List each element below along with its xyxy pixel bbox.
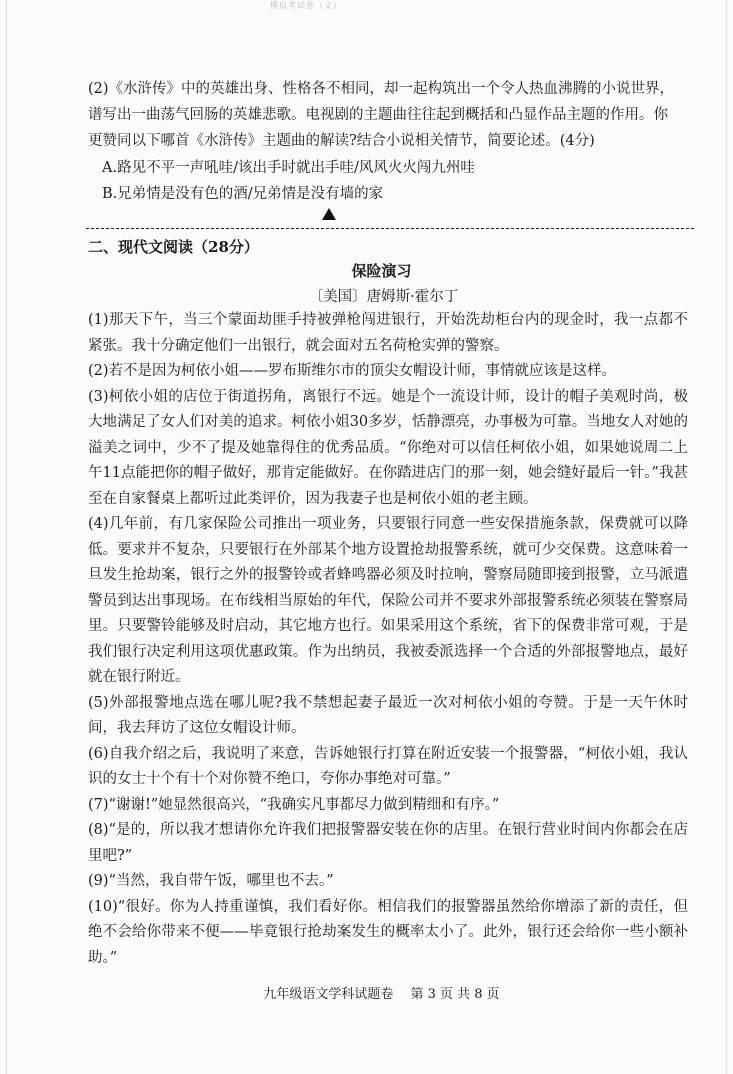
paragraph: (4)几年前，有几家保险公司推出一项业务，只要银行同意一些安保措施条款，保费就可以降低。要求并不复杂，只要银行在外部某个地方设置抢劫报警系统，就可少交保费。这意味着一旦发生抢劫案，银行之外的报警铃或者蜂鸣器必须及时拉响，警察局随即接到报警，立马派遣警员到达出事现场。在布线相当原始的年代，保险公司并不要求外部报警系统必须装在警察局里。只要警铃能够及时启动，其它地方也行。如果采用这个系统，省下的保费非常可观，于是我们银行决定利用这项优惠政策。作为出纳员，我被委派选择一个合适的外部报警地点，最好就在银行附近。 [88,516,688,685]
paragraph: (5)外部报警地点选在哪儿呢?我不禁想起妻子最近一次对柯依小姐的夸赞。于是一天午休时间，我去拜访了这位女帽设计师。 [88,694,688,736]
paragraph: (9)“当然，我自带午饭，哪里也不去。” [88,873,334,889]
page-footer: 九年级语文学科试题卷 第 3 页 共 8 页 [263,987,500,1002]
section-heading: 二、现代文阅读（28分） [88,238,259,256]
paragraph: (2)若不是因为柯依小姐——罗布斯维尔市的顶尖女帽设计师，事情就应该是这样。 [88,363,617,379]
article-author: 〔美国〕唐姆斯·霍尔丁 [308,289,459,305]
option-b: B.兄弟情是没有色的酒/兄弟情是没有墙的家 [102,186,384,202]
option-a: A.路见不平一声吼哇/该出手时就出手哇/风风火火闯九州哇 [102,160,475,176]
paragraph: (6)自我介绍之后，我说明了来意，告诉她银行打算在附近安装一个报警器，“柯依小姐，我认识的女士十个有十个对你赞不绝口，夸你办事绝对可靠。” [88,745,688,787]
paragraph: (10)“很好。你为人持重谨慎，我们看好你。相信我们的报警器虽然给你增添了新的责任，但绝不会给你带来不便——毕竟银行抢劫案发生的概率太小了。此外，银行还会给你一些小额补助。” [88,898,688,966]
scan-edge-right [726,0,727,1074]
question-2-text: (2)《水浒传》中的英雄出身、性格各不相同，却一起构筑出一个令人热血沸腾的小说世界，谱写出一曲荡气回肠的英雄悲歌。电视剧的主题曲往往起到概括和凸显作品主题的作用。你更赞同以下哪首《水浒传》主题曲的解读?结合小说相关情节，简要论述。(4分) [88,81,675,149]
paragraph: (7)“谢谢!”她显然很高兴，“我确实凡事都尽力做到精细和有序。” [88,796,500,813]
article-title: 保险演习 [351,262,412,280]
scan-edge-left [6,0,7,1074]
article-body [88,308,688,971]
section-divider [86,228,694,229]
paragraph: (8)“是的，所以我才想请你允许我们把报警器安装在你的店里。在银行营业时间内你都会在店里吧?” [88,822,688,864]
answer-triangle-icon [322,208,336,220]
paragraph: (3)柯依小姐的店位于街道拐角，离银行不远。她是个一流设计师，设计的帽子美观时尚，极大地满足了女人们对美的追求。柯依小姐30多岁，恬静漂亮，办事极为可靠。当地女人对她的溢美之词中，少不了提及她靠得住的优秀品质。“你绝对可以信任柯依小姐，如果她说周二上午11点能把你的帽子做好，那肯定能做好。在你踏进店门的那一刻，她会缝好最后一针。”我甚至在自家餐桌上都听过此类评价，因为我妻子也是柯依小姐的老主顾。 [88,388,688,507]
question-2 [88,76,678,206]
paragraph: (1)那天下午，当三个蒙面劫匪手持被弹枪闯进银行，开始洗劫柜台内的现金时，我一点都不紧张。我十分确定他们一出银行，就会面对五名荷枪实弹的警察。 [88,312,688,354]
faint-top-mark: 模拟考试卷（文） [270,1,342,10]
